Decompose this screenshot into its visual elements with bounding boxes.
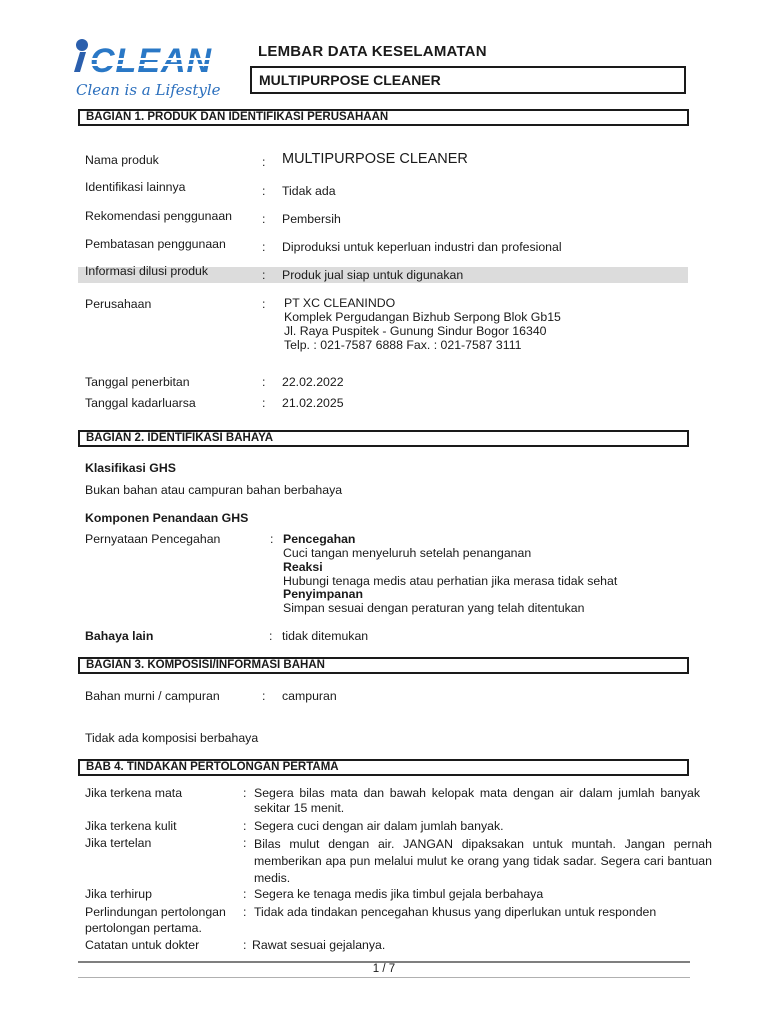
prevention-text: Cuci tangan menyeluruh setelah penanganan bbox=[283, 546, 532, 560]
colon: : bbox=[262, 297, 266, 311]
footer-divider-bottom bbox=[78, 977, 690, 978]
company-address-1: Komplek Pergudangan Bizhub Serpong Blok Gb15 bbox=[284, 310, 561, 324]
field-value: Tidak ada bbox=[282, 184, 336, 198]
company-name: PT XC CLEANINDO bbox=[284, 296, 396, 310]
skin-value: Segera cuci dengan air dalam jumlah banyak. bbox=[254, 819, 504, 833]
protection-value: Tidak ada tindakan pencegahan khusus yang diperlukan untuk responden bbox=[254, 905, 657, 919]
colon: : bbox=[262, 240, 266, 254]
colon: : bbox=[262, 396, 266, 410]
swallow-value: Bilas mulut dengan air. JANGAN dipaksakan untuk muntah. Jangan pernah memberikan apa pun melalui mulut ke orang yang tidak sadar. Segera cari bantuan medis. bbox=[254, 837, 712, 885]
response-title: Reaksi bbox=[283, 560, 323, 574]
company-phone: Telp. : 021-7587 6888 Fax. : 021-7587 3111 bbox=[284, 338, 522, 352]
storage-text: Simpan sesuai dengan peraturan yang telah ditentukan bbox=[283, 601, 585, 615]
ghs-label-title: Komponen Penandaan GHS bbox=[85, 511, 249, 525]
colon: : bbox=[262, 212, 266, 226]
field-value: Pembersih bbox=[282, 212, 341, 226]
colon: : bbox=[270, 532, 274, 546]
doctor-note-value: Rawat sesuai gejalanya. bbox=[252, 938, 386, 952]
colon: : bbox=[262, 155, 266, 169]
company-label: Perusahaan bbox=[85, 297, 152, 311]
substance-value: campuran bbox=[282, 689, 337, 703]
field-label: Rekomendasi penggunaan bbox=[85, 209, 232, 223]
swallow-label: Jika tertelan bbox=[85, 836, 152, 850]
company-logo bbox=[70, 28, 230, 108]
colon: : bbox=[262, 689, 266, 703]
inhale-value: Segera ke tenaga medis jika timbul gejala berbahaya bbox=[254, 887, 544, 901]
eye-value: Segera bilas mata dan bawah kelopak mata dengan air dalam jumlah banyak sekitar 15 menit. bbox=[254, 786, 700, 815]
section-1-heading: BAGIAN 1. PRODUK DAN IDENTIFIKASI PERUSAHAAN bbox=[78, 109, 689, 126]
document-title: LEMBAR DATA KESELAMATAN bbox=[258, 43, 487, 60]
colon: : bbox=[243, 836, 247, 850]
logo-i-stem bbox=[74, 52, 86, 72]
expiry-date-value: 21.02.2025 bbox=[282, 396, 344, 410]
skin-label: Jika terkena kulit bbox=[85, 819, 177, 833]
colon: : bbox=[262, 184, 266, 198]
colon: : bbox=[262, 268, 266, 282]
issue-date-label: Tanggal penerbitan bbox=[85, 375, 190, 389]
field-label: Pembatasan penggunaan bbox=[85, 237, 226, 251]
precaution-label: Pernyataan Pencegahan bbox=[85, 532, 221, 546]
other-hazard-value: tidak ditemukan bbox=[282, 629, 369, 643]
field-value: Produk jual siap untuk digunakan bbox=[282, 268, 464, 282]
logo-dot bbox=[76, 39, 88, 51]
doctor-note-label: Catatan untuk dokter bbox=[85, 938, 200, 952]
colon: : bbox=[269, 629, 273, 643]
ghs-classification-title: Klasifikasi GHS bbox=[85, 461, 176, 475]
section-2-heading: BAGIAN 2. IDENTIFIKASI BAHAYA bbox=[78, 430, 689, 447]
issue-date-value: 22.02.2022 bbox=[282, 375, 344, 389]
colon: : bbox=[243, 887, 247, 901]
product-name-value: MULTIPURPOSE CLEANER bbox=[282, 151, 468, 167]
response-text: Hubungi tenaga medis atau perhatian jika merasa tidak sehat bbox=[283, 574, 618, 588]
company-address-2: Jl. Raya Puspitek - Gunung Sindur Bogor 16340 bbox=[284, 324, 547, 338]
protection-label-2: pertolongan pertama. bbox=[85, 921, 202, 935]
protection-label-1: Perlindungan pertolongan bbox=[85, 905, 226, 919]
field-label: Identifikasi lainnya bbox=[85, 180, 186, 194]
other-hazard-label: Bahaya lain bbox=[85, 629, 154, 643]
colon: : bbox=[262, 375, 266, 389]
inhale-label: Jika terhirup bbox=[85, 887, 152, 901]
colon: : bbox=[243, 905, 247, 919]
substance-label: Bahan murni / campuran bbox=[85, 689, 220, 703]
logo-wordmark bbox=[90, 42, 213, 80]
section-4-heading: BAB 4. TINDAKAN PERTOLONGAN PERTAMA bbox=[78, 759, 689, 776]
page-number: 1 / 7 bbox=[372, 963, 396, 975]
logo-tagline: Clean is a Lifestyle bbox=[76, 81, 221, 99]
ghs-classification-text: Bukan bahan atau campuran bahan berbahaya bbox=[85, 483, 343, 497]
field-value: Diproduksi untuk keperluan industri dan profesional bbox=[282, 240, 562, 254]
colon: : bbox=[243, 819, 247, 833]
composition-note: Tidak ada komposisi berbahaya bbox=[85, 731, 259, 745]
product-title-box: MULTIPURPOSE CLEANER bbox=[250, 66, 686, 94]
colon: : bbox=[243, 786, 247, 800]
svg-text:CLEAN: CLEAN bbox=[90, 42, 213, 80]
colon: : bbox=[243, 938, 247, 952]
section-3-heading: BAGIAN 3. KOMPOSISI/INFORMASI BAHAN bbox=[78, 657, 689, 674]
storage-title: Penyimpanan bbox=[283, 587, 363, 601]
eye-label: Jika terkena mata bbox=[85, 786, 183, 800]
field-label: Nama produk bbox=[85, 153, 159, 167]
expiry-date-label: Tanggal kadarluarsa bbox=[85, 396, 196, 410]
field-label: Informasi dilusi produk bbox=[85, 264, 209, 278]
prevention-title: Pencegahan bbox=[283, 532, 356, 546]
